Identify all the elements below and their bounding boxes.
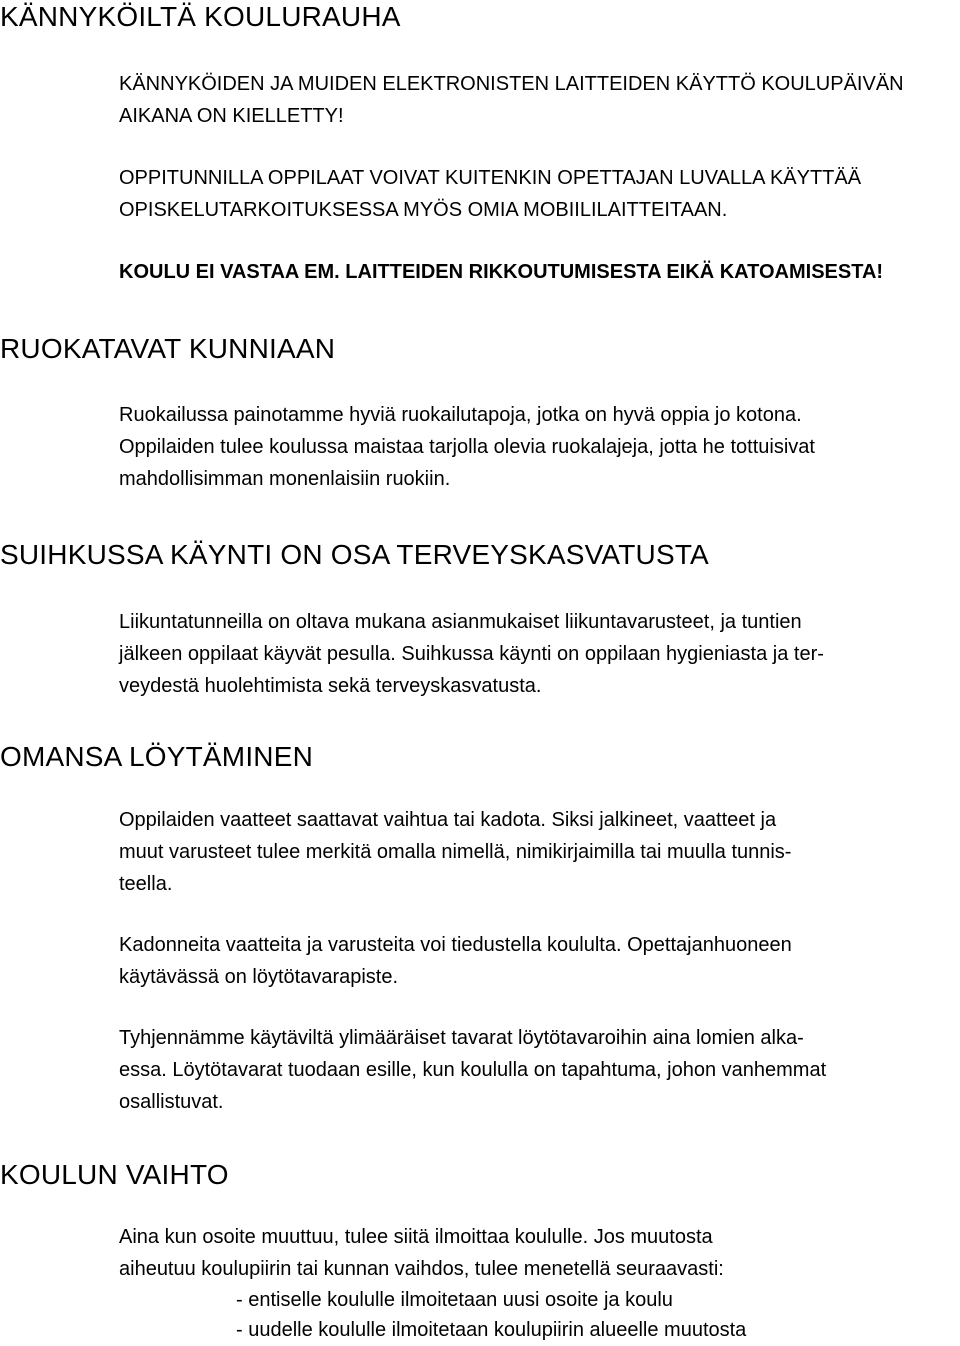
list-item: - uudelle koululle ilmoitetaan koulupiirin alueelle muutosta	[236, 1319, 747, 1341]
heading-omansa-loytaminen: OMANSA LÖYTÄMINEN	[0, 741, 314, 772]
paragraph-device-ban	[119, 68, 904, 132]
heading-ruokatavat-kunniaan: RUOKATAVAT KUNNIAAN	[0, 333, 336, 364]
text-line: Oppilaiden tulee koulussa maistaa tarjolla olevia ruokalajeja, jotta he tottuisivat	[119, 436, 815, 458]
paragraph-device-permission	[119, 162, 861, 226]
text-line: Kadonneita vaatteita ja varusteita voi tiedustella koululta. Opettajanhuoneen	[119, 934, 792, 956]
text-line: Ruokailussa painotamme hyviä ruokailutapoja, jotka on hyvä oppia jo kotona.	[119, 404, 802, 426]
text-line: muut varusteet tulee merkitä omalla nimellä, nimikirjaimilla tai muulla tunnis-	[119, 841, 792, 863]
text-line: Tyhjennämme käytäviltä ylimääräiset tavarat löytötavaroihin aina lomien alka-	[119, 1027, 804, 1049]
paragraph-lost-items-clearing	[119, 1022, 826, 1118]
paragraph-address-change	[119, 1221, 724, 1285]
paragraph-lost-items	[119, 929, 792, 993]
text-line: jälkeen oppilaat käyvät pesulla. Suihkussa käynti on oppilaan hygieniasta ja ter-	[119, 643, 824, 665]
text-line: OPPITUNNILLA OPPILAAT VOIVAT KUITENKIN OPETTAJAN LUVALLA KÄYTTÄÄ	[119, 167, 862, 189]
text-line: OPISKELUTARKOITUKSESSA MYÖS OMIA MOBIILILAITTEITAAN.	[119, 199, 728, 221]
text-line-bold: KOULU EI VASTAA EM. LAITTEIDEN RIKKOUTUMISESTA EIKÄ KATOAMISESTA!	[119, 261, 884, 283]
text-line: käytävässä on löytötavarapiste.	[119, 966, 399, 988]
text-line: Aina kun osoite muuttuu, tulee siitä ilmoittaa koululle. Jos muutosta	[119, 1226, 713, 1248]
text-line: Liikuntatunneilla on oltava mukana asianmukaiset liikuntavarusteet, ja tuntien	[119, 611, 802, 633]
text-line: veydestä huolehtimista sekä terveyskasvatusta.	[119, 675, 542, 697]
heading-koulun-vaihto: KOULUN VAIHTO	[0, 1159, 229, 1190]
text-line: mahdollisimman monenlaisiin ruokiin.	[119, 468, 451, 490]
text-line: KÄNNYKÖIDEN JA MUIDEN ELEKTRONISTEN LAITTEIDEN KÄYTTÖ KOULUPÄIVÄN	[119, 73, 904, 95]
text-line: osallistuvat.	[119, 1091, 224, 1113]
heading-kannykoilta-koulurauha: KÄNNYKÖILTÄ KOULURAUHA	[0, 1, 401, 32]
heading-suihkussa-kaynti: SUIHKUSSA KÄYNTI ON OSA TERVEYSKASVATUSTA	[0, 539, 709, 570]
text-line: essa. Löytötavarat tuodaan esille, kun koululla on tapahtuma, johon vanhemmat	[119, 1059, 827, 1081]
text-line: AIKANA ON KIELLETTY!	[119, 105, 344, 127]
paragraph-shower-hygiene	[119, 606, 824, 702]
paragraph-device-liability	[119, 256, 883, 288]
text-line: teella.	[119, 873, 173, 895]
list-item: - entiselle koululle ilmoitetaan uusi osoite ja koulu	[236, 1289, 673, 1311]
paragraph-eating-manners	[119, 399, 815, 495]
text-line: Oppilaiden vaatteet saattavat vaihtua tai kadota. Siksi jalkineet, vaatteet ja	[119, 809, 777, 831]
text-line: aiheutuu koulupiirin tai kunnan vaihdos, tulee menetellä seuraavasti:	[119, 1258, 724, 1280]
paragraph-clothing-labels	[119, 804, 791, 900]
